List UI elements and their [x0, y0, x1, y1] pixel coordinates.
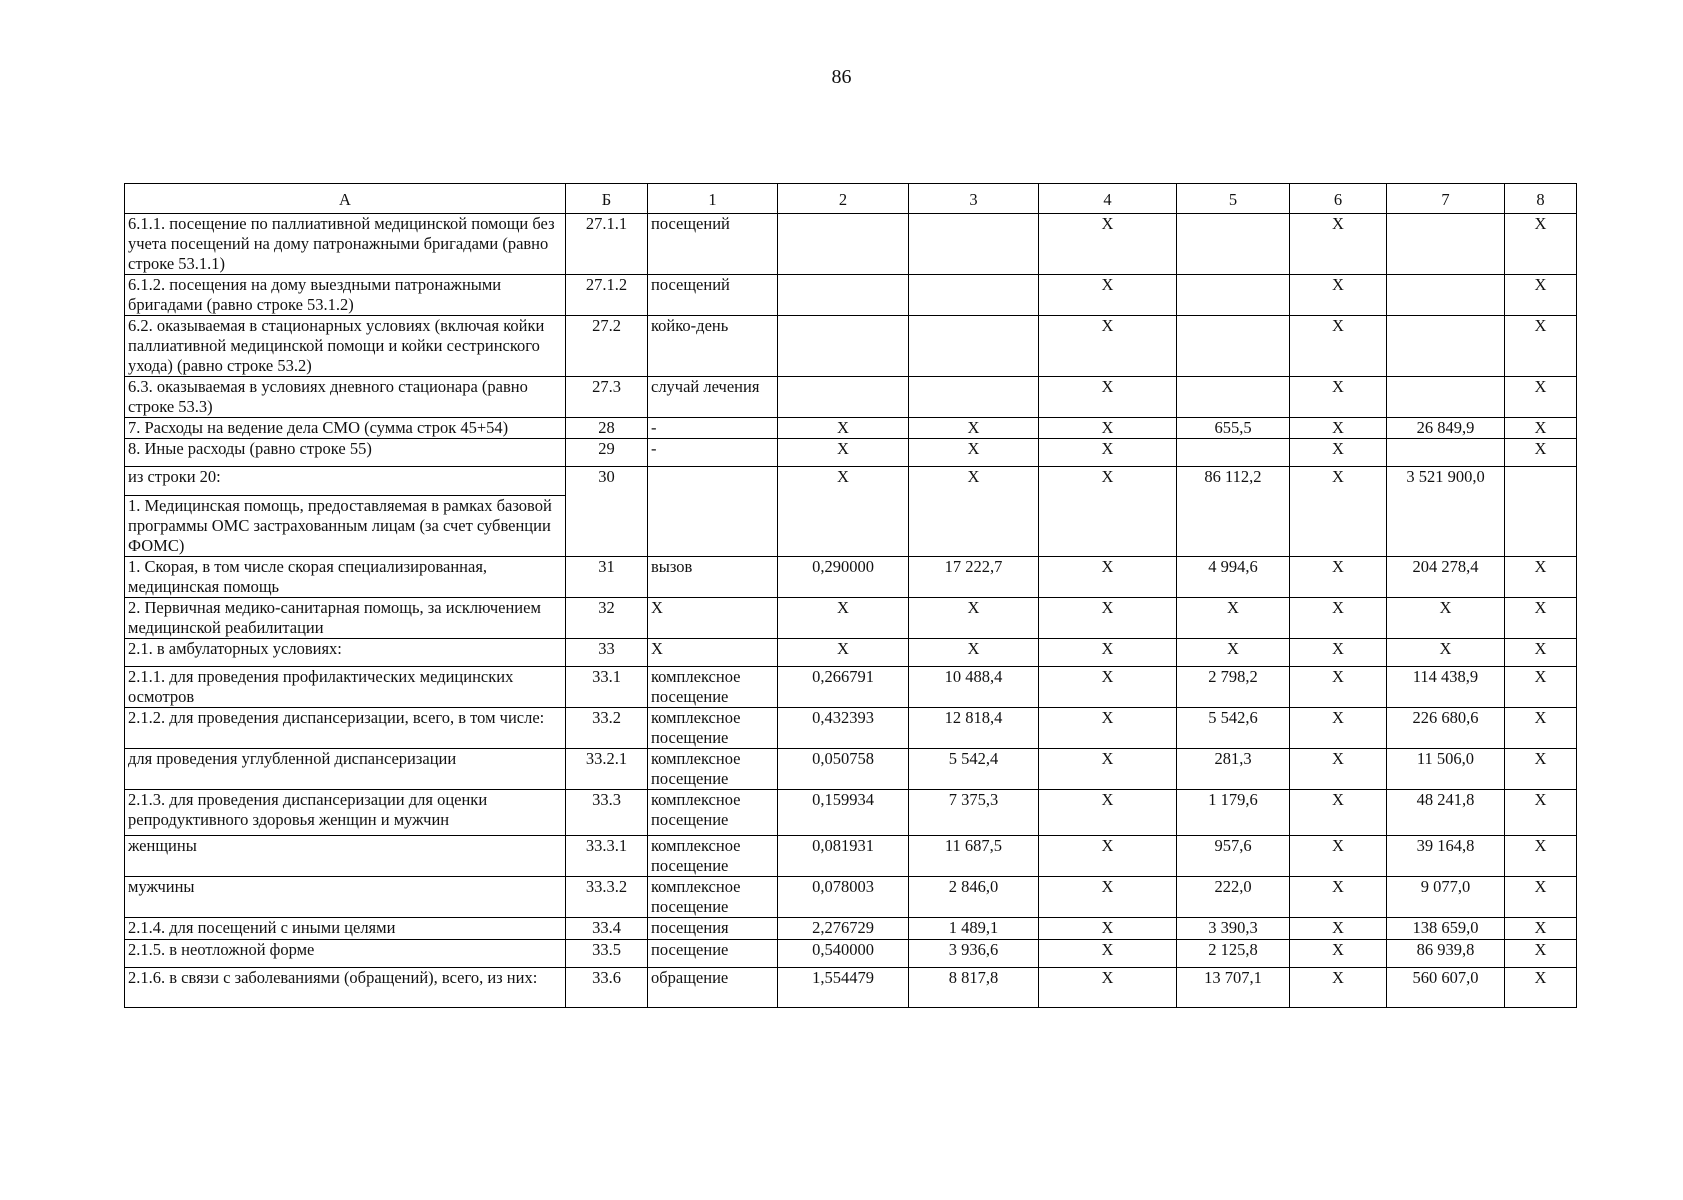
column-header-8: 8	[1505, 184, 1577, 214]
row-code: 31	[566, 557, 648, 598]
row-code: 33.2.1	[566, 749, 648, 790]
col-6-value: Х	[1290, 275, 1387, 316]
col-7-value: 114 438,9	[1387, 667, 1505, 708]
col-8-value: Х	[1505, 418, 1577, 439]
col-6-value: Х	[1290, 968, 1387, 1008]
col-6-value: Х	[1290, 918, 1387, 940]
row-label: 6.2. оказываемая в стационарных условиях (включая койки паллиативной медицинской помощи и койки сестринского ухода) (равно строке 53.2)	[125, 316, 566, 377]
table-row	[125, 598, 1577, 639]
col-5-value	[1177, 377, 1290, 418]
col-2-value	[778, 275, 909, 316]
col-5-value: 4 994,6	[1177, 557, 1290, 598]
col-2-value: 2,276729	[778, 918, 909, 940]
column-header-1: 1	[648, 184, 778, 214]
col-4-value: Х	[1039, 940, 1177, 968]
table-row	[125, 557, 1577, 598]
unit: обращение	[648, 968, 778, 1008]
row-label: 1. Скорая, в том числе скорая специализированная, медицинская помощь	[125, 557, 566, 598]
col-3-value: 11 687,5	[909, 836, 1039, 877]
row-code: 33.3	[566, 790, 648, 836]
col-7-value: Х	[1387, 598, 1505, 639]
row-label: 6.3. оказываемая в условиях дневного стационара (равно строке 53.3)	[125, 377, 566, 418]
row-label: женщины	[125, 836, 566, 877]
column-header-2: 2	[778, 184, 909, 214]
row-label: 2.1.3. для проведения диспансеризации для оценки репродуктивного здоровья женщин и мужчин	[125, 790, 566, 836]
row-code: 29	[566, 439, 648, 467]
col-5-value: 1 179,6	[1177, 790, 1290, 836]
col-8-value	[1505, 467, 1577, 557]
col-7-value	[1387, 377, 1505, 418]
col-3-value: 12 818,4	[909, 708, 1039, 749]
row-label: из строки 20:	[125, 467, 566, 496]
data-table	[124, 183, 1577, 1008]
col-8-value: Х	[1505, 667, 1577, 708]
row-label: 2.1.2. для проведения диспансеризации, всего, в том числе:	[125, 708, 566, 749]
col-6-value: Х	[1290, 790, 1387, 836]
col-3-value: 3 936,6	[909, 940, 1039, 968]
row-code: 27.3	[566, 377, 648, 418]
col-6-value: Х	[1290, 749, 1387, 790]
col-3-value: 10 488,4	[909, 667, 1039, 708]
col-4-value: Х	[1039, 968, 1177, 1008]
col-6-value: Х	[1290, 639, 1387, 667]
col-8-value: Х	[1505, 598, 1577, 639]
col-6-value: Х	[1290, 377, 1387, 418]
column-header-4: 4	[1039, 184, 1177, 214]
table-row	[125, 918, 1577, 940]
col-4-value: Х	[1039, 598, 1177, 639]
col-8-value: Х	[1505, 557, 1577, 598]
col-8-value: Х	[1505, 377, 1577, 418]
table-row	[125, 708, 1577, 749]
col-4-value: Х	[1039, 377, 1177, 418]
col-7-value: 39 164,8	[1387, 836, 1505, 877]
col-2-value: Х	[778, 467, 909, 557]
col-2-value: Х	[778, 439, 909, 467]
unit: Х	[648, 598, 778, 639]
col-7-value: 26 849,9	[1387, 418, 1505, 439]
col-8-value: Х	[1505, 275, 1577, 316]
col-5-value: 5 542,6	[1177, 708, 1290, 749]
col-8-value: Х	[1505, 708, 1577, 749]
table-body	[125, 214, 1577, 1008]
table-header-row	[125, 184, 1577, 214]
table-row	[125, 639, 1577, 667]
col-6-value: Х	[1290, 557, 1387, 598]
row-label: 1. Медицинская помощь, предоставляемая в рамках базовой программы ОМС застрахованным лицам (за счет субвенции ФОМС)	[125, 496, 566, 557]
col-7-value: 226 680,6	[1387, 708, 1505, 749]
row-code: 33.5	[566, 940, 648, 968]
row-code: 33.4	[566, 918, 648, 940]
col-3-value	[909, 275, 1039, 316]
row-code: 27.1.1	[566, 214, 648, 275]
col-2-value: 0,290000	[778, 557, 909, 598]
row-label: мужчины	[125, 877, 566, 918]
col-3-value: 17 222,7	[909, 557, 1039, 598]
col-6-value: Х	[1290, 467, 1387, 557]
row-label: 2.1.6. в связи с заболеваниями (обращений), всего, из них:	[125, 968, 566, 1008]
unit: посещений	[648, 214, 778, 275]
col-8-value: Х	[1505, 316, 1577, 377]
col-8-value: Х	[1505, 836, 1577, 877]
unit: -	[648, 439, 778, 467]
table-row	[125, 214, 1577, 275]
col-5-value: 3 390,3	[1177, 918, 1290, 940]
row-label: 7. Расходы на ведение дела СМО (сумма строк 45+54)	[125, 418, 566, 439]
unit: комплексное посещение	[648, 749, 778, 790]
col-7-value: 11 506,0	[1387, 749, 1505, 790]
row-code: 27.1.2	[566, 275, 648, 316]
col-3-value: Х	[909, 467, 1039, 557]
col-5-value: 2 125,8	[1177, 940, 1290, 968]
col-5-value	[1177, 275, 1290, 316]
table-row	[125, 940, 1577, 968]
col-4-value: Х	[1039, 790, 1177, 836]
col-5-value: 86 112,2	[1177, 467, 1290, 557]
col-4-value: Х	[1039, 439, 1177, 467]
col-5-value	[1177, 214, 1290, 275]
col-7-value: 48 241,8	[1387, 790, 1505, 836]
unit: посещений	[648, 275, 778, 316]
col-2-value: 0,081931	[778, 836, 909, 877]
col-3-value: Х	[909, 639, 1039, 667]
unit: койко-день	[648, 316, 778, 377]
col-8-value: Х	[1505, 968, 1577, 1008]
col-7-value: 86 939,8	[1387, 940, 1505, 968]
col-7-value	[1387, 214, 1505, 275]
unit: вызов	[648, 557, 778, 598]
table-row	[125, 836, 1577, 877]
unit: посещения	[648, 918, 778, 940]
column-header-a: А	[125, 184, 566, 214]
unit: комплексное посещение	[648, 836, 778, 877]
col-7-value: 3 521 900,0	[1387, 467, 1505, 557]
col-5-value: 222,0	[1177, 877, 1290, 918]
col-3-value: 8 817,8	[909, 968, 1039, 1008]
col-5-value: 957,6	[1177, 836, 1290, 877]
col-8-value: Х	[1505, 439, 1577, 467]
row-code: 33	[566, 639, 648, 667]
col-8-value: Х	[1505, 749, 1577, 790]
col-2-value: 0,159934	[778, 790, 909, 836]
col-7-value: 138 659,0	[1387, 918, 1505, 940]
table-row	[125, 749, 1577, 790]
table-row	[125, 467, 1577, 496]
col-6-value: Х	[1290, 836, 1387, 877]
row-label: 2.1.4. для посещений с иными целями	[125, 918, 566, 940]
col-2-value: 0,540000	[778, 940, 909, 968]
col-7-value: 9 077,0	[1387, 877, 1505, 918]
col-7-value	[1387, 316, 1505, 377]
col-8-value: Х	[1505, 940, 1577, 968]
col-3-value: 5 542,4	[909, 749, 1039, 790]
table-row	[125, 667, 1577, 708]
col-2-value	[778, 377, 909, 418]
row-label: 6.1.1. посещение по паллиативной медицинской помощи без учета посещений на дому патронажными бригадами (равно строке 53.1.1)	[125, 214, 566, 275]
col-8-value: Х	[1505, 214, 1577, 275]
col-4-value: Х	[1039, 836, 1177, 877]
column-header-b: Б	[566, 184, 648, 214]
col-3-value: Х	[909, 598, 1039, 639]
col-2-value: Х	[778, 598, 909, 639]
unit: комплексное посещение	[648, 667, 778, 708]
col-2-value	[778, 316, 909, 377]
col-6-value: Х	[1290, 214, 1387, 275]
table-row	[125, 377, 1577, 418]
column-header-3: 3	[909, 184, 1039, 214]
col-8-value: Х	[1505, 918, 1577, 940]
col-5-value: 13 707,1	[1177, 968, 1290, 1008]
row-label: 8. Иные расходы (равно строке 55)	[125, 439, 566, 467]
unit: -	[648, 418, 778, 439]
row-code: 33.3.2	[566, 877, 648, 918]
row-label: для проведения углубленной диспансеризации	[125, 749, 566, 790]
col-5-value	[1177, 439, 1290, 467]
unit: комплексное посещение	[648, 877, 778, 918]
col-4-value: Х	[1039, 708, 1177, 749]
col-5-value: 281,3	[1177, 749, 1290, 790]
col-2-value: 0,050758	[778, 749, 909, 790]
col-5-value: 655,5	[1177, 418, 1290, 439]
unit: комплексное посещение	[648, 790, 778, 836]
table-row	[125, 790, 1577, 836]
col-2-value: Х	[778, 418, 909, 439]
col-7-value	[1387, 439, 1505, 467]
col-7-value: Х	[1387, 639, 1505, 667]
col-5-value: 2 798,2	[1177, 667, 1290, 708]
col-4-value: Х	[1039, 667, 1177, 708]
col-7-value	[1387, 275, 1505, 316]
col-4-value: Х	[1039, 877, 1177, 918]
col-2-value: 0,432393	[778, 708, 909, 749]
col-5-value	[1177, 316, 1290, 377]
unit: случай лечения	[648, 377, 778, 418]
row-label: 2.1.5. в неотложной форме	[125, 940, 566, 968]
col-4-value: Х	[1039, 467, 1177, 557]
row-label: 6.1.2. посещения на дому выездными патронажными бригадами (равно строке 53.1.2)	[125, 275, 566, 316]
col-3-value	[909, 377, 1039, 418]
row-code: 27.2	[566, 316, 648, 377]
row-code: 30	[566, 467, 648, 557]
unit: Х	[648, 639, 778, 667]
col-4-value: Х	[1039, 639, 1177, 667]
col-4-value: Х	[1039, 418, 1177, 439]
col-3-value: Х	[909, 418, 1039, 439]
row-code: 33.1	[566, 667, 648, 708]
column-header-7: 7	[1387, 184, 1505, 214]
unit	[648, 467, 778, 557]
col-6-value: Х	[1290, 598, 1387, 639]
table-row	[125, 275, 1577, 316]
col-6-value: Х	[1290, 940, 1387, 968]
column-header-6: 6	[1290, 184, 1387, 214]
table-row	[125, 418, 1577, 439]
col-4-value: Х	[1039, 275, 1177, 316]
col-4-value: Х	[1039, 557, 1177, 598]
col-3-value: Х	[909, 439, 1039, 467]
col-6-value: Х	[1290, 708, 1387, 749]
column-header-5: 5	[1177, 184, 1290, 214]
table-row	[125, 316, 1577, 377]
col-4-value: Х	[1039, 918, 1177, 940]
row-code: 33.6	[566, 968, 648, 1008]
col-3-value	[909, 214, 1039, 275]
col-3-value: 1 489,1	[909, 918, 1039, 940]
col-6-value: Х	[1290, 667, 1387, 708]
col-4-value: Х	[1039, 316, 1177, 377]
table-row	[125, 968, 1577, 1008]
row-code: 33.3.1	[566, 836, 648, 877]
col-2-value: 1,554479	[778, 968, 909, 1008]
col-5-value: Х	[1177, 639, 1290, 667]
row-label: 2.1.1. для проведения профилактических медицинских осмотров	[125, 667, 566, 708]
col-4-value: Х	[1039, 749, 1177, 790]
row-code: 28	[566, 418, 648, 439]
col-8-value: Х	[1505, 790, 1577, 836]
col-3-value: 2 846,0	[909, 877, 1039, 918]
page-number: 86	[831, 66, 852, 88]
row-label: 2. Первичная медико-санитарная помощь, за исключением медицинской реабилитации	[125, 598, 566, 639]
unit: комплексное посещение	[648, 708, 778, 749]
row-code: 32	[566, 598, 648, 639]
col-3-value: 7 375,3	[909, 790, 1039, 836]
col-8-value: Х	[1505, 639, 1577, 667]
col-8-value: Х	[1505, 877, 1577, 918]
col-6-value: Х	[1290, 877, 1387, 918]
col-3-value	[909, 316, 1039, 377]
table-row	[125, 877, 1577, 918]
col-2-value: 0,078003	[778, 877, 909, 918]
col-6-value: Х	[1290, 418, 1387, 439]
col-2-value: Х	[778, 639, 909, 667]
col-5-value: Х	[1177, 598, 1290, 639]
col-6-value: Х	[1290, 439, 1387, 467]
table-row	[125, 439, 1577, 467]
col-4-value: Х	[1039, 214, 1177, 275]
col-2-value: 0,266791	[778, 667, 909, 708]
col-6-value: Х	[1290, 316, 1387, 377]
col-7-value: 560 607,0	[1387, 968, 1505, 1008]
col-2-value	[778, 214, 909, 275]
col-7-value: 204 278,4	[1387, 557, 1505, 598]
unit: посещение	[648, 940, 778, 968]
row-label: 2.1. в амбулаторных условиях:	[125, 639, 566, 667]
row-code: 33.2	[566, 708, 648, 749]
